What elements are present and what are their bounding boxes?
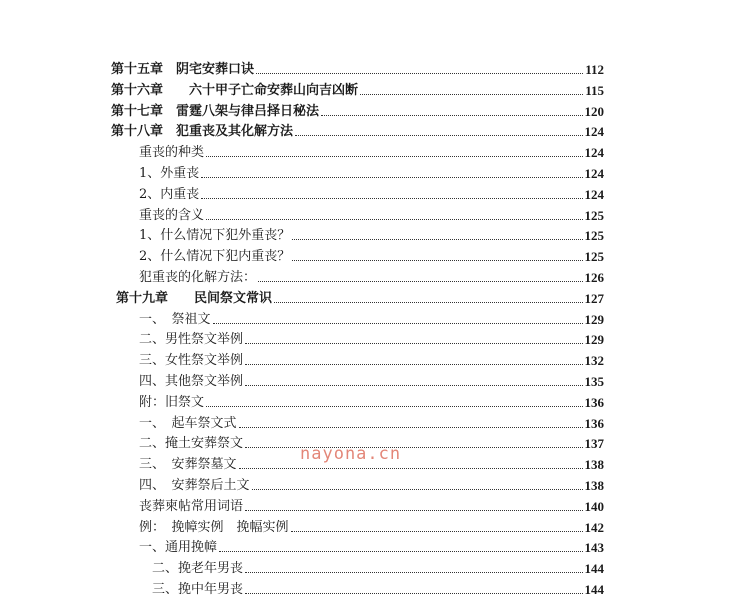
toc-entry[interactable] bbox=[111, 120, 604, 140]
dot-leader bbox=[292, 239, 582, 240]
toc-entry-title: 1、什么情况下犯外重丧？ bbox=[139, 228, 291, 244]
toc-entry-page: 138 bbox=[584, 457, 604, 473]
toc-entry[interactable] bbox=[139, 162, 604, 182]
toc-entry-title: 三、挽中年男丧 bbox=[152, 582, 244, 597]
dot-leader bbox=[321, 115, 582, 116]
dot-leader bbox=[201, 177, 582, 178]
dot-leader bbox=[295, 135, 582, 136]
toc-entry[interactable] bbox=[139, 412, 604, 432]
dot-leader bbox=[245, 385, 582, 386]
toc-entry-title: 第十五章 阴宅安葬口诀 bbox=[111, 62, 255, 77]
toc-entry-page: 142 bbox=[584, 519, 604, 535]
toc-entry-page: 135 bbox=[584, 374, 604, 389]
dot-leader bbox=[219, 551, 582, 552]
toc-entry[interactable] bbox=[111, 79, 604, 99]
dot-leader bbox=[256, 73, 583, 74]
toc-entry-title: 重丧的种类 bbox=[139, 145, 205, 161]
dot-leader bbox=[239, 468, 583, 469]
toc-entry-page: 137 bbox=[584, 436, 604, 452]
toc-entry-title: 丧葬柬帖常用词语 bbox=[139, 498, 244, 514]
toc-entry[interactable] bbox=[139, 495, 604, 515]
toc-entry-page: 115 bbox=[585, 82, 604, 98]
dot-leader bbox=[252, 489, 583, 490]
toc-entry-title: 一、 起车祭文式 bbox=[139, 415, 237, 431]
toc-entry[interactable] bbox=[139, 370, 604, 390]
dot-leader bbox=[239, 427, 583, 428]
toc-entry-page: 124 bbox=[584, 166, 604, 181]
toc-entry-page: 125 bbox=[584, 228, 604, 244]
dot-leader bbox=[245, 447, 582, 448]
dot-leader bbox=[245, 572, 582, 573]
toc-entry-page: 144 bbox=[584, 561, 604, 577]
dot-leader bbox=[258, 281, 582, 282]
toc-entry-title: 第十六章 六十甲子亡命安葬山向吉凶断 bbox=[111, 82, 359, 98]
toc-entry[interactable] bbox=[139, 474, 604, 494]
dot-leader bbox=[292, 260, 582, 261]
toc-entry-page: 132 bbox=[584, 353, 604, 369]
toc-entry[interactable] bbox=[139, 183, 604, 203]
dot-leader bbox=[245, 343, 582, 344]
toc-entry-page: 126 bbox=[584, 270, 604, 285]
toc-entry-title: 2、内重丧 bbox=[139, 186, 200, 202]
toc-entry-title: 一、 祭祖文 bbox=[139, 311, 211, 327]
toc-entry-page: 124 bbox=[584, 124, 604, 140]
toc-entry[interactable] bbox=[139, 204, 604, 224]
dot-leader bbox=[245, 510, 582, 511]
toc-entry[interactable] bbox=[152, 578, 604, 598]
toc-entry-title: 第十九章 民间祭文常识 bbox=[116, 290, 273, 306]
dot-leader bbox=[245, 364, 582, 365]
dot-leader bbox=[274, 302, 582, 303]
dot-leader bbox=[245, 593, 582, 594]
toc-entry-page: 144 bbox=[584, 582, 604, 597]
toc-entry[interactable] bbox=[139, 245, 604, 265]
toc-entry-page: 129 bbox=[584, 332, 604, 348]
toc-entry[interactable] bbox=[139, 224, 604, 244]
toc-entry[interactable] bbox=[139, 516, 604, 536]
toc-entry[interactable] bbox=[111, 58, 604, 78]
toc-entry-title: 例： 挽幛实例 挽幅实例 bbox=[139, 519, 289, 535]
toc-entry[interactable] bbox=[139, 141, 604, 161]
toc-entry-page: 124 bbox=[584, 145, 604, 161]
toc-entry-page: 138 bbox=[584, 478, 604, 493]
dot-leader bbox=[360, 94, 583, 95]
toc-entry[interactable] bbox=[116, 287, 604, 307]
toc-entry[interactable] bbox=[139, 536, 604, 556]
toc-entry-title: 犯重丧的化解方法： bbox=[139, 270, 257, 285]
toc-entry-page: 125 bbox=[584, 207, 604, 223]
toc-entry-page: 120 bbox=[584, 103, 604, 119]
toc-entry-title: 附：旧祭文 bbox=[139, 394, 205, 410]
toc-entry-page: 124 bbox=[584, 186, 604, 202]
toc-entry[interactable] bbox=[139, 328, 604, 348]
toc-entry-title: 第十七章 雷霆八架与律吕择日秘法 bbox=[111, 103, 320, 119]
dot-leader bbox=[201, 198, 582, 199]
toc-entry-page: 136 bbox=[584, 394, 604, 410]
toc-entry-title: 四、其他祭文举例 bbox=[139, 374, 244, 389]
toc-entry-title: 三、女性祭文举例 bbox=[139, 353, 244, 369]
toc-entry-page: 125 bbox=[584, 249, 604, 265]
toc-entry-page: 129 bbox=[584, 311, 604, 327]
toc-entry-title: 二、挽老年男丧 bbox=[152, 561, 244, 577]
dot-leader bbox=[213, 323, 583, 324]
toc-entry-page: 127 bbox=[584, 290, 604, 306]
toc-entry[interactable] bbox=[111, 100, 604, 120]
toc-entry[interactable] bbox=[139, 308, 604, 328]
dot-leader bbox=[206, 406, 582, 407]
toc-entry[interactable] bbox=[152, 557, 604, 577]
toc-entry[interactable] bbox=[139, 266, 604, 286]
toc-entry-title: 1、外重丧 bbox=[139, 166, 200, 181]
toc-entry-page: 140 bbox=[584, 498, 604, 514]
toc-entry-title: 四、 安葬祭后土文 bbox=[139, 478, 250, 493]
toc-entry-page: 112 bbox=[585, 62, 604, 77]
toc-entry-title: 一、通用挽幛 bbox=[139, 540, 218, 556]
toc-entry-title: 第十八章 犯重丧及其化解方法 bbox=[111, 124, 294, 140]
toc-entry-title: 二、男性祭文举例 bbox=[139, 332, 244, 348]
toc-entry-title: 2、什么情况下犯内重丧？ bbox=[139, 249, 291, 265]
watermark: nayona.cn bbox=[300, 444, 402, 464]
toc-entry-page: 136 bbox=[584, 415, 604, 431]
dot-leader bbox=[291, 531, 583, 532]
toc-entry-title: 二、掩土安葬祭文 bbox=[139, 436, 244, 452]
toc-entry[interactable] bbox=[139, 349, 604, 369]
dot-leader bbox=[206, 156, 582, 157]
toc-entry-title: 重丧的含义 bbox=[139, 207, 205, 223]
toc-entry-page: 143 bbox=[584, 540, 604, 556]
toc-entry-title: 三、 安葬祭墓文 bbox=[139, 457, 237, 473]
dot-leader bbox=[206, 219, 582, 220]
toc-entry[interactable] bbox=[139, 391, 604, 411]
